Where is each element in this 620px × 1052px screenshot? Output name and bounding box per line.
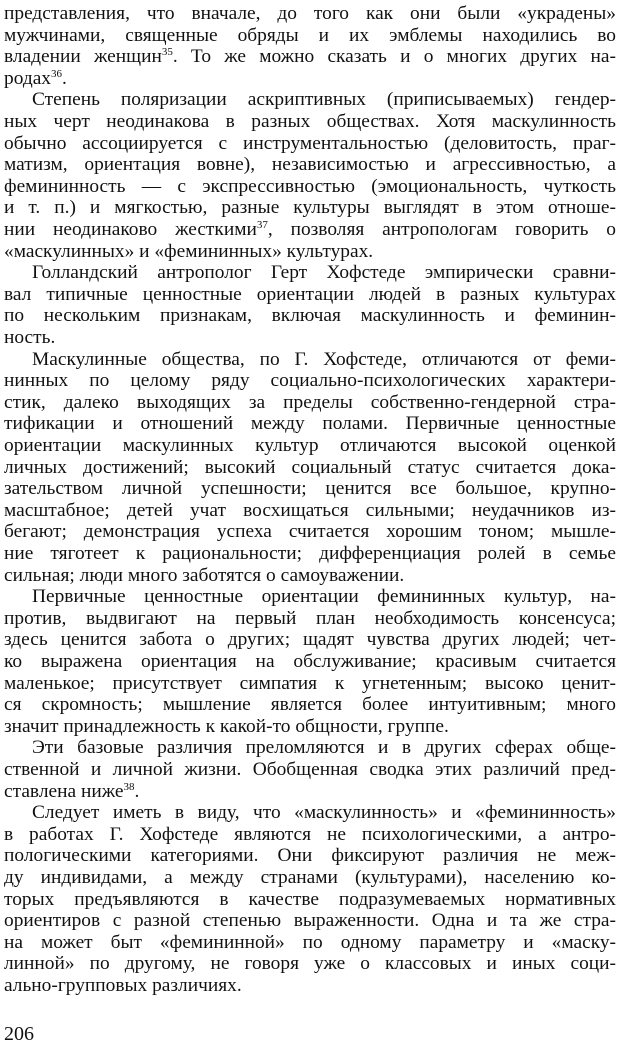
text-line: ственной и личной жизни. Обобщенная сводка этих различий пред-: [4, 759, 616, 780]
text-line: масштабное; детей учат восхищаться сильными; неудачников из-: [4, 499, 616, 521]
line-text: , позволяя антропологам говорить о: [267, 219, 616, 240]
text-line: по нескольким признакам, включая маскулинность и феминин-: [4, 305, 616, 327]
text-line: тификации и отношений между полами. Первичные ценностные: [4, 413, 616, 435]
line-text: ставлена ниже: [4, 780, 124, 802]
text-line: [4, 218, 616, 242]
text-line: Степень поляризации аскриптивных (приписываемых) гендер-: [32, 89, 616, 111]
page-number: 206: [4, 1023, 34, 1045]
text-line: ориентации маскулинных культур отличаются высокой оценкой: [4, 435, 616, 456]
text-line: линной» по другому, не говоря уже о классовых и иных соци-: [4, 953, 616, 975]
text-line: стик, далеко выходящих за пределы собственно-гендерной стра-: [4, 391, 616, 413]
text-line: ся скромность; мышление является более интуитивным; много: [4, 694, 616, 716]
text-line: «маскулинных» и «фемининных» культурах.: [4, 240, 374, 262]
text-line: Следует иметь в виду, что «маскулинность» и «фемининность»: [32, 802, 616, 824]
footnote-ref: 38: [123, 780, 135, 793]
text-line: в работах Г. Хофстеде являются не психологическими, а антро-: [4, 823, 616, 845]
text-line: ду индивидами, а между странами (культурами), населению ко-: [4, 867, 616, 888]
footnote-ref: 36: [51, 67, 62, 80]
text-line: Первичные ценностные ориентации фемининных культур, на-: [32, 586, 616, 608]
text-line: фемининность — с экспрессивностью (эмоциональность, чуткость: [4, 175, 616, 197]
text-line: представления, что вначале, до того как они были «украдены»: [4, 3, 616, 24]
text-line: и т. п.) и мягкостью, разные культуры выглядят в этом отноше-: [4, 197, 616, 219]
text-line: на может быт «фемининной» по одному параметру и «маску-: [4, 931, 616, 953]
line-text: владении женщин: [4, 46, 162, 68]
text-line: пологическими категориями. Они фиксируют различия не меж-: [4, 845, 616, 867]
text-line: [4, 67, 67, 91]
line-text: .: [134, 780, 140, 802]
text-line: торых предъявляются в качестве подразумеваемых нормативных: [4, 888, 616, 910]
text-line: ко выражена ориентация на обслуживание; красивым считается: [4, 651, 616, 672]
text-line: бегают; демонстрация успеха считается хорошим тоном; мышле-: [4, 521, 616, 543]
text-line: личных достижений; высокий социальный статус считается дока-: [4, 456, 616, 478]
text-line: ных черт неодинакова в разных обществах. Хотя маскулинность: [4, 111, 616, 132]
text-line: [4, 780, 139, 804]
footnote-ref: 35: [161, 46, 173, 59]
text-line: Голландский антрополог Герт Хофстеде эмпирически сравни-: [32, 262, 616, 284]
text-line: мужчинами, священные обряды и их эмблемы находились во: [4, 24, 616, 46]
text-line: Маскулинные общества, по Г. Хофстеде, отличаются от феми-: [32, 348, 616, 370]
text-line: сильная; люди много заботятся о самоуважении.: [4, 564, 405, 586]
text-line: ориентиров с разной степенью выраженности. Одна и та же стра-: [4, 910, 616, 932]
text-line: зательством личной успешности; ценится все большое, крупно-: [4, 478, 616, 500]
text-line: здесь ценится забота о других; щадят чувства других людей; чет-: [4, 629, 616, 651]
text-line: против, выдвигают на первый план необходимость консенсуса;: [4, 607, 616, 629]
text-line: ность.: [4, 327, 56, 348]
text-line: значит принадлежность к какой-то общности, группе.: [4, 715, 449, 737]
text-line: Эти базовые различия преломляются и в других сферах обще-: [32, 737, 616, 759]
footnote-ref: 37: [256, 219, 268, 231]
text-line: маленькое; присутствует симпатия к угнетенным; высоко ценит-: [4, 672, 616, 694]
line-text: .: [62, 67, 67, 89]
text-line: нинных по целому ряду социально-психологических характери-: [4, 370, 616, 392]
text-line: ние тяготеет к рациональности; дифференциация ролей в семье: [4, 543, 616, 564]
book-page: [4, 0, 616, 1052]
line-text: . То же можно сказать и о многих других на-: [172, 46, 616, 68]
text-line: обычно ассоциируется с инструментальностью (деловитость, праг-: [4, 132, 616, 154]
text-line: ально-групповых различиях.: [4, 975, 242, 996]
line-text: нии неодинаково жесткими: [4, 219, 257, 240]
text-line: [4, 45, 616, 69]
line-text: родах: [4, 67, 51, 89]
text-line: вал типичные ценностные ориентации людей в разных культурах: [4, 283, 616, 305]
text-line: матизм, ориентация вовне), независимостью и агрессивностью, а: [4, 154, 616, 176]
